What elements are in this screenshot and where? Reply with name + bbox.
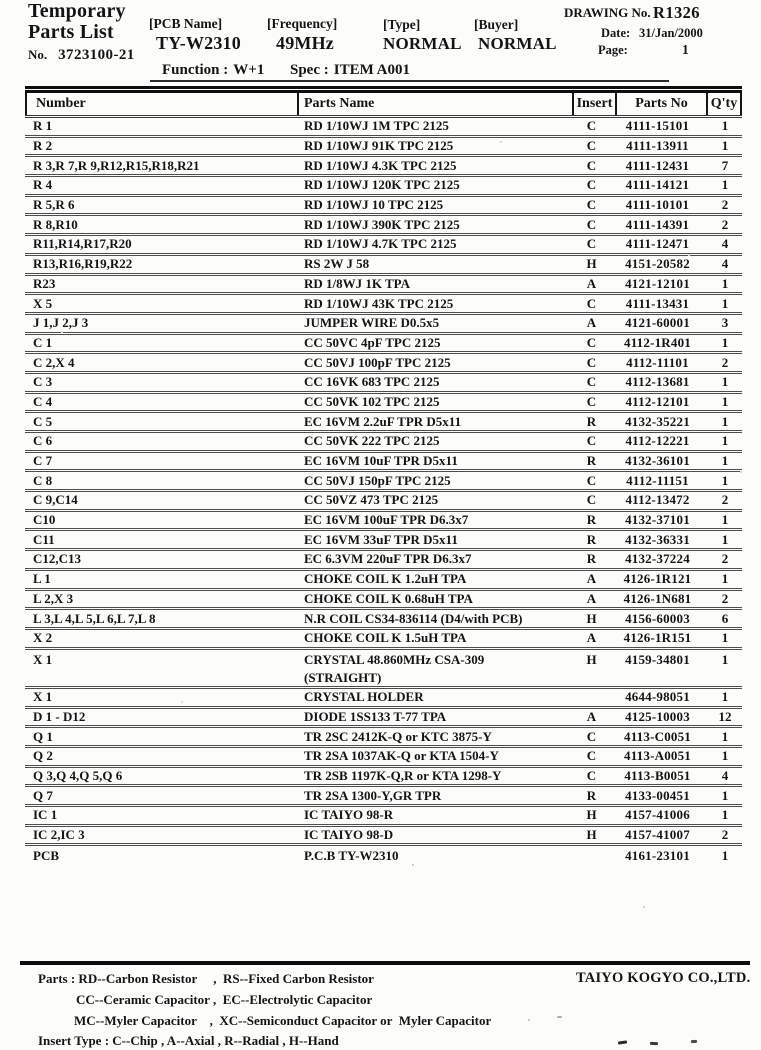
type-label: [Type]	[383, 17, 421, 32]
row-qty-cell: 1	[721, 848, 729, 864]
row-number-cell: J 1,J 2,J 3	[33, 315, 89, 331]
table-row	[25, 453, 742, 473]
row-number-cell: X 5	[33, 295, 53, 311]
row-number-cell: R 5,R 6	[33, 197, 75, 213]
column-header-parts-no: Parts No	[617, 93, 708, 115]
row-parts-name-cell: TR 2SB 1197K-Q,R or KTA 1298-Y	[304, 768, 502, 784]
row-qty-cell: 2	[721, 354, 729, 370]
row-parts-no-cell: 4151-20582	[625, 256, 690, 272]
footer-parts-legend-line2: CC--Ceramic Capacitor , EC--Electrolytic Capacitor	[76, 992, 373, 1007]
row-parts-name-cell: RD 1/10WJ 43K TPC 2125	[304, 295, 454, 311]
row-insert-cell: C	[586, 177, 597, 193]
table-row	[25, 256, 742, 276]
row-parts-name-cell: CC 50VK 222 TPC 2125	[304, 433, 440, 449]
table-row	[25, 295, 742, 315]
row-parts-name-cell: RD 1/10WJ 120K TPC 2125	[304, 177, 460, 193]
row-parts-name-cell: EC 16VM 10uF TPR D5x11	[304, 453, 458, 469]
row-number-cell: Q 7	[33, 787, 53, 803]
table-row	[25, 433, 742, 453]
row-parts-name-cell: CC 50VK 102 TPC 2125	[304, 393, 440, 409]
row-parts-name-cell: TR 2SA 1037AK-Q or KTA 1504-Y	[304, 748, 499, 764]
row-parts-name-cell: EC 16VM 33uF TPR D5x11	[304, 531, 458, 547]
table-row	[25, 177, 742, 197]
row-number-cell: X 2	[33, 630, 53, 646]
spec-label: Spec :	[290, 62, 329, 78]
table-row	[25, 787, 742, 807]
row-parts-no-cell: 4113-B0051	[624, 768, 691, 784]
row-number-cell: L 3,L 4,L 5,L 6,L 7,L 8	[33, 610, 156, 626]
document-title	[28, 1, 126, 42]
row-insert-cell: A	[586, 315, 597, 331]
row-insert-cell: R	[586, 531, 597, 547]
row-parts-name-cell: RD 1/10WJ 390K TPC 2125	[304, 216, 460, 232]
row-insert-cell: C	[586, 393, 597, 409]
row-parts-no-cell: 4111-14121	[625, 177, 690, 193]
row-parts-name-cell: P.C.B TY-W2310	[304, 848, 399, 864]
row-number-cell: X 1	[33, 651, 53, 667]
row-parts-name-cell: JUMPER WIRE D0.5x5	[304, 315, 440, 331]
row-qty-cell: 1	[721, 275, 729, 291]
row-qty-cell: 1	[721, 689, 729, 705]
row-qty-cell: 1	[721, 748, 729, 764]
row-insert-cell: R	[586, 551, 597, 567]
row-qty-cell: 1	[721, 295, 729, 311]
table-row	[25, 394, 742, 414]
row-parts-no-cell: 4113-C0051	[624, 728, 691, 744]
row-insert-cell: R	[586, 512, 597, 528]
row-parts-no-cell: 4111-12471	[625, 236, 690, 252]
page-value: 1	[682, 42, 689, 57]
row-insert-cell: A	[586, 590, 597, 606]
row-insert-cell: C	[586, 748, 597, 764]
row-number-cell: R 3,R 7,R 9,R12,R15,R18,R21	[33, 157, 200, 173]
row-number-cell: Q 1	[33, 728, 53, 744]
row-insert-cell: A	[586, 630, 597, 646]
row-number-cell: C12,C13	[33, 551, 82, 567]
table-row	[25, 591, 742, 611]
row-parts-name-cell: RD 1/10WJ 4.3K TPC 2125	[304, 157, 457, 173]
row-qty-cell: 2	[721, 492, 729, 508]
row-parts-name-cell: IC TAIYO 98-D	[304, 827, 394, 843]
type-value: NORMAL	[383, 34, 462, 53]
table-row	[25, 531, 742, 551]
spec-field	[290, 62, 410, 79]
row-parts-name-cell: RS 2W J 58	[304, 256, 370, 272]
row-qty-cell: 1	[721, 571, 729, 587]
row-qty-cell: 1	[721, 118, 729, 134]
document-title-line2: Parts List	[28, 20, 114, 43]
row-number-cell: C 5	[33, 413, 53, 429]
table-row	[25, 827, 742, 847]
row-insert-cell: C	[586, 236, 597, 252]
row-parts-name-cell: EC 16VM 2.2uF TPR D5x11	[304, 413, 462, 429]
row-insert-cell: C	[586, 354, 597, 370]
row-parts-no-cell: 4132-35221	[625, 413, 690, 429]
row-insert-cell: C	[586, 138, 597, 154]
pcb-name-value: TY-W2310	[156, 33, 241, 53]
row-insert-cell: R	[586, 453, 597, 469]
scan-artifact	[650, 1042, 658, 1045]
drawing-no-value: R1326	[653, 3, 700, 22]
table-row	[25, 138, 742, 158]
footer-parts-legend-line3: MC--Myler Capacitor , XC--Semiconduct Capacitor or Myler Capacitor	[74, 1013, 492, 1028]
row-number-cell: PCB	[33, 848, 59, 864]
row-qty-cell: 2	[721, 827, 729, 843]
row-qty-cell: 3	[721, 315, 729, 331]
table-body	[25, 118, 742, 866]
row-parts-name-cell: RD 1/10WJ 4.7K TPC 2125	[304, 236, 457, 252]
row-parts-no-cell: 4111-12431	[625, 157, 690, 173]
row-parts-name-cell: EC 16VM 100uF TPR D6.3x7	[304, 512, 469, 528]
table-row	[25, 807, 742, 827]
table-row	[25, 650, 742, 689]
table-row	[25, 157, 742, 177]
table-row	[25, 512, 742, 532]
row-parts-name-cell: RD 1/10WJ 10 TPC 2125	[304, 197, 444, 213]
row-qty-cell: 4	[721, 236, 729, 252]
row-qty-cell: 2	[721, 551, 729, 567]
row-parts-name-cell: CHOKE COIL K 1.2uH TPA	[304, 571, 467, 587]
table-header-row	[25, 93, 742, 118]
row-qty-cell: 6	[721, 610, 729, 626]
row-parts-no-cell: 4644-98051	[625, 689, 690, 705]
row-number-cell: Q 2	[33, 748, 53, 764]
row-number-cell: R 1	[33, 118, 53, 134]
row-qty-cell: 1	[721, 433, 729, 449]
row-qty-cell: 4	[721, 768, 729, 784]
row-parts-no-cell: 4111-13431	[625, 295, 690, 311]
column-header-parts-name: Parts Name	[299, 93, 574, 115]
table-row	[25, 492, 742, 512]
scan-artifact	[557, 1016, 562, 1018]
row-insert-cell: C	[586, 728, 597, 744]
row-parts-no-cell: 4159-34801	[625, 651, 690, 667]
row-parts-no-cell: 4126-1N681	[623, 590, 692, 606]
spec-underline	[281, 80, 669, 82]
row-parts-name-cell: RD 1/8WJ 1K TPA	[304, 275, 411, 291]
row-qty-cell: 1	[721, 651, 729, 667]
row-qty-cell: 2	[721, 197, 729, 213]
row-insert-cell: H	[586, 610, 597, 626]
row-number-cell: IC 2,IC 3	[33, 827, 85, 843]
row-qty-cell: 2	[721, 590, 729, 606]
row-qty-cell: 1	[721, 374, 729, 390]
column-header-qty: Q'ty	[708, 93, 742, 115]
row-number-cell: C 7	[33, 453, 53, 469]
page-label: Page:	[598, 43, 628, 57]
row-parts-no-cell: 4112-13681	[625, 374, 690, 390]
row-parts-no-cell: 4113-A0051	[624, 748, 691, 764]
row-parts-name-cell: CC 50VC 4pF TPC 2125	[304, 334, 441, 350]
function-underline	[150, 80, 297, 82]
row-parts-no-cell: 4111-14391	[625, 216, 690, 232]
row-parts-name-cell: RD 1/10WJ 1M TPC 2125	[304, 118, 449, 134]
row-parts-no-cell: 4132-36101	[625, 453, 690, 469]
row-parts-no-cell: 4157-41006	[625, 807, 690, 823]
row-qty-cell: 12	[718, 708, 732, 724]
row-number-cell: IC 1	[33, 807, 58, 823]
table-row	[25, 374, 742, 394]
row-parts-no-cell: 4126-1R121	[623, 571, 692, 587]
row-parts-no-cell: 4112-11151	[626, 472, 689, 488]
row-parts-name-cell: CHOKE COIL K 0.68uH TPA	[304, 590, 473, 606]
row-parts-no-cell: 4112-1R401	[624, 334, 691, 350]
spec-value: ITEM A001	[333, 62, 411, 78]
table-row	[25, 236, 742, 256]
row-qty-cell: 1	[721, 472, 729, 488]
row-parts-no-cell: 4112-13472	[625, 492, 690, 508]
table-row	[25, 118, 742, 138]
table-row	[25, 197, 742, 217]
row-insert-cell: C	[586, 118, 597, 134]
row-qty-cell: 1	[721, 807, 729, 823]
footer-insert-type-legend: Insert Type : C--Chip , A--Axial , R--Radial , H--Hand	[38, 1033, 339, 1048]
row-insert-cell: C	[586, 492, 597, 508]
row-number-cell: C 9,C14	[33, 492, 78, 508]
row-number-cell: C10	[33, 512, 56, 528]
document-number-value: 3723100-21	[58, 47, 135, 63]
row-insert-cell: C	[586, 433, 597, 449]
row-number-cell: C 4	[33, 393, 53, 409]
row-qty-cell: 1	[721, 138, 729, 154]
row-parts-name-cell: EC 6.3VM 220uF TPR D6.3x7	[304, 551, 472, 567]
row-qty-cell: 1	[721, 531, 729, 547]
row-parts-name-cell: CRYSTAL 48.860MHz CSA-309 (STRAIGHT)	[304, 651, 485, 686]
row-insert-cell: R	[586, 787, 597, 803]
row-parts-no-cell: 4132-37101	[625, 512, 690, 528]
row-parts-no-cell: 4112-12221	[625, 433, 690, 449]
buyer-value: NORMAL	[478, 34, 557, 53]
row-qty-cell: 1	[721, 393, 729, 409]
row-number-cell: D 1 - D12	[33, 708, 86, 724]
row-number-cell: Q 3,Q 4,Q 5,Q 6	[33, 768, 123, 784]
row-insert-cell: H	[586, 256, 597, 272]
row-number-cell: R23	[33, 275, 56, 291]
row-insert-cell: A	[586, 708, 597, 724]
document-number	[28, 47, 135, 64]
row-qty-cell: 1	[721, 413, 729, 429]
row-number-cell: L 2,X 3	[33, 590, 74, 606]
row-parts-no-cell: 4132-36331	[625, 531, 690, 547]
function-label: Function :	[162, 62, 229, 78]
document-title-line1: Temporary	[28, 0, 126, 22]
row-number-cell: C 1	[33, 334, 53, 350]
row-qty-cell: 1	[721, 334, 729, 350]
row-parts-name-cell: RD 1/10WJ 91K TPC 2125	[304, 138, 454, 154]
table-top-rule	[25, 86, 742, 93]
footer-top-rule	[20, 961, 750, 965]
row-parts-name-cell: CC 16VK 683 TPC 2125	[304, 374, 440, 390]
row-insert-cell: H	[586, 827, 597, 843]
row-number-cell: R 8,R10	[33, 216, 78, 232]
row-qty-cell: 1	[721, 177, 729, 193]
table-row	[25, 748, 742, 768]
row-qty-cell: 1	[721, 787, 729, 803]
row-parts-no-cell: 4156-60003	[625, 610, 690, 626]
row-number-cell: R13,R16,R19,R22	[33, 256, 133, 272]
table-row	[25, 551, 742, 571]
scan-speck-artifacts	[0, 0, 2, 2]
row-parts-name-cell: IC TAIYO 98-R	[304, 807, 394, 823]
row-number-cell: R 2	[33, 138, 53, 154]
row-parts-no-cell: 4111-13911	[626, 138, 689, 154]
row-qty-cell: 1	[721, 630, 729, 646]
table-row	[25, 216, 742, 236]
footer-parts-legend-line1: Parts : RD--Carbon Resistor , RS--Fixed Carbon Resistor	[38, 971, 374, 986]
row-parts-name-cell: TR 2SC 2412K-Q or KTC 3875-Y	[304, 728, 492, 744]
table-row	[25, 846, 742, 866]
row-insert-cell: A	[586, 571, 597, 587]
table-row	[25, 571, 742, 591]
table-row	[25, 276, 742, 296]
column-header-insert: Insert	[574, 93, 617, 115]
row-number-cell: R11,R14,R17,R20	[33, 236, 132, 252]
row-number-cell: C 3	[33, 374, 53, 390]
row-parts-no-cell: 4126-1R151	[623, 630, 692, 646]
table-row	[25, 709, 742, 729]
row-qty-cell: 7	[721, 157, 729, 173]
row-insert-cell: C	[586, 216, 597, 232]
company-name: TAIYO KOGYO CO.,LTD.	[576, 970, 751, 986]
row-insert-cell: C	[586, 295, 597, 311]
row-parts-no-cell: 4111-10101	[625, 197, 690, 213]
drawing-no-label: DRAWING No.	[564, 5, 651, 20]
row-insert-cell: C	[586, 197, 597, 213]
date-label: Date:	[601, 26, 631, 40]
frequency-label: [Frequency]	[267, 16, 338, 31]
table-row	[25, 630, 742, 650]
row-parts-no-cell: 4133-00451	[625, 787, 690, 803]
row-parts-name-cell: CC 50VJ 150pF TPC 2125	[304, 472, 451, 488]
row-insert-cell: A	[586, 275, 597, 291]
row-number-cell: C11	[33, 531, 55, 547]
row-parts-name-cell: TR 2SA 1300-Y,GR TPR	[304, 787, 442, 803]
row-number-cell: C 6	[33, 433, 53, 449]
scan-artifact	[618, 1040, 627, 1044]
row-number-cell: R 4	[33, 177, 53, 193]
table-row	[25, 413, 742, 433]
row-parts-no-cell: 4121-60001	[625, 315, 690, 331]
table-row	[25, 472, 742, 492]
row-parts-no-cell: 4112-12101	[625, 393, 690, 409]
row-parts-name-cell: CRYSTAL HOLDER	[304, 689, 424, 705]
row-number-cell: X 1	[33, 689, 53, 705]
row-parts-name-cell: DIODE 1SS133 T-77 TPA	[304, 708, 447, 724]
row-parts-name-cell: CHOKE COIL K 1.5uH TPA	[304, 630, 467, 646]
scan-artifact	[691, 1040, 697, 1043]
row-qty-cell: 1	[721, 512, 729, 528]
document-number-label: No.	[28, 47, 48, 62]
frequency-value: 49MHz	[276, 33, 334, 53]
row-parts-name-cell: N.R COIL CS34-836114 (D4/with PCB)	[304, 610, 523, 626]
row-parts-no-cell: 4112-11101	[626, 354, 689, 370]
pcb-name-label: [PCB Name]	[149, 16, 223, 31]
row-insert-cell: C	[586, 472, 597, 488]
row-number-cell: C 8	[33, 472, 53, 488]
row-parts-name-cell: CC 50VJ 100pF TPC 2125	[304, 354, 451, 370]
function-value: W+1	[233, 62, 265, 78]
row-parts-no-cell: 4132-37224	[625, 551, 690, 567]
row-qty-cell: 2	[721, 216, 729, 232]
row-parts-name-cell: CC 50VZ 473 TPC 2125	[304, 492, 439, 508]
table-row	[25, 315, 742, 335]
row-parts-no-cell: 4125-10003	[625, 708, 690, 724]
table-row	[25, 768, 742, 788]
row-parts-no-cell: 4157-41007	[625, 827, 690, 843]
row-number-cell: C 2,X 4	[33, 354, 75, 370]
table-row	[25, 354, 742, 374]
date-value: 31/Jan/2000	[639, 26, 703, 40]
row-insert-cell: C	[586, 157, 597, 173]
row-insert-cell: C	[586, 374, 597, 390]
row-qty-cell: 1	[721, 728, 729, 744]
row-qty-cell: 1	[721, 453, 729, 469]
row-qty-cell: 4	[721, 256, 729, 272]
row-number-cell: L 1	[33, 571, 51, 587]
row-insert-cell: H	[586, 807, 597, 823]
table-row	[25, 335, 742, 355]
column-header-number: Number	[25, 93, 299, 115]
row-insert-cell: H	[586, 651, 597, 667]
row-insert-cell: R	[586, 413, 597, 429]
row-parts-no-cell: 4161-23101	[625, 848, 690, 864]
table-row	[25, 610, 742, 630]
buyer-label: [Buyer]	[474, 17, 519, 32]
table-row	[25, 689, 742, 709]
function-field	[162, 62, 264, 79]
row-insert-cell: C	[586, 768, 597, 784]
row-parts-no-cell: 4121-12101	[625, 275, 690, 291]
row-parts-no-cell: 4111-15101	[625, 118, 690, 134]
table-row	[25, 728, 742, 748]
row-insert-cell: C	[586, 334, 597, 350]
